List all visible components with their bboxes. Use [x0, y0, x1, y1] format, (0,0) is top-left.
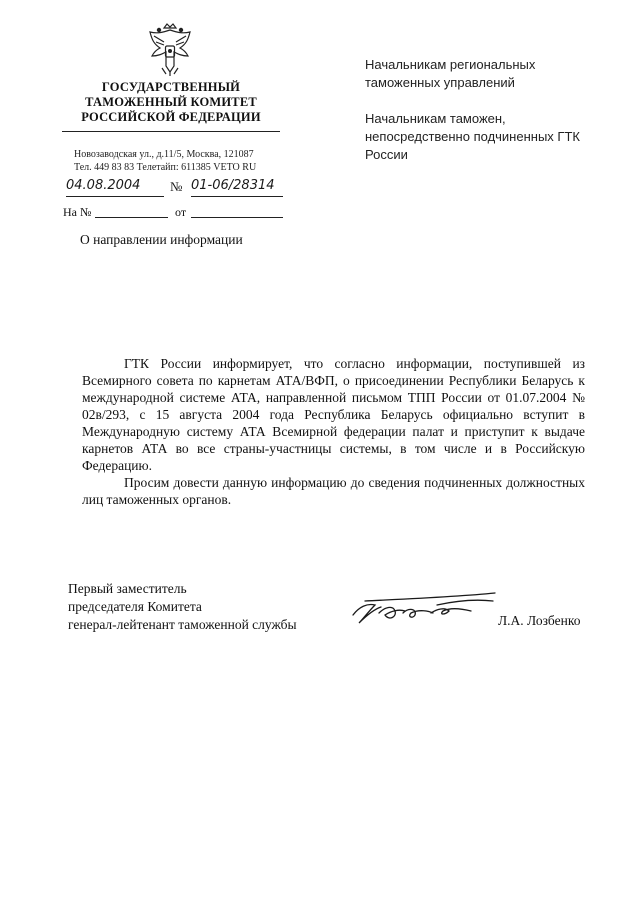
date-underline	[66, 196, 164, 197]
org-line: ТАМОЖЕННЫЙ КОМИТЕТ	[85, 95, 257, 109]
reference-date-blank	[191, 217, 283, 218]
position-line: председателя Комитета	[68, 599, 202, 614]
org-line: РОССИЙСКОЙ ФЕДЕРАЦИИ	[81, 110, 261, 124]
signatory-name: Л.А. Лозбенко	[498, 613, 581, 628]
number-prefix: №	[170, 179, 183, 194]
addressee-regional: Начальникам региональных таможенных управлений	[365, 57, 536, 90]
coat-of-arms-icon	[142, 22, 198, 78]
letter-subject: О направлении информации	[80, 232, 243, 247]
signatory-position	[68, 580, 297, 634]
position-line: Первый заместитель	[68, 581, 187, 596]
handwritten-signature	[345, 585, 505, 633]
address-line: Новозаводская ул., д.11/5, Москва, 121087	[74, 149, 254, 160]
reference-number-blank	[95, 217, 168, 218]
reference-number-label: На №	[63, 205, 92, 219]
letter-body	[82, 355, 585, 508]
number-underline	[191, 196, 283, 197]
organization-name	[62, 80, 280, 125]
registration-date: 04.08.2004	[66, 178, 141, 193]
addressee-customs: Начальникам таможен, непосредственно подчиненных ГТК России	[365, 111, 580, 162]
letterhead-address	[74, 148, 256, 174]
org-line: ГОСУДАРСТВЕННЫЙ	[101, 80, 241, 94]
body-paragraph: Просим довести данную информацию до сведения подчиненных должностных лиц таможенных органов.	[82, 475, 585, 507]
body-paragraph: ГТК России информирует, что согласно информации, поступившей из Всемирного совета по карнетам АТА/ВФП, о присоединении Республики Беларусь к международной системе АТА, направленной письмом ТПП России от 01.07.2004 № 02в/293, с 15 августа 2004 года Республика Беларусь официально вступит в Международную систему АТА Всемирной федерации палат и приступит к выдаче карнетов АТА во все страны-участницы системы, в том числе и в Российскую Федерацию.	[82, 356, 585, 473]
address-line: Тел. 449 83 83 Телетайп: 611385 VETO RU	[74, 162, 257, 173]
letterhead-divider	[62, 131, 280, 132]
position-line: генерал-лейтенант таможенной службы	[68, 617, 297, 632]
reference-date-label: от	[175, 205, 187, 219]
registration-number: 01-06/28314	[191, 178, 275, 193]
